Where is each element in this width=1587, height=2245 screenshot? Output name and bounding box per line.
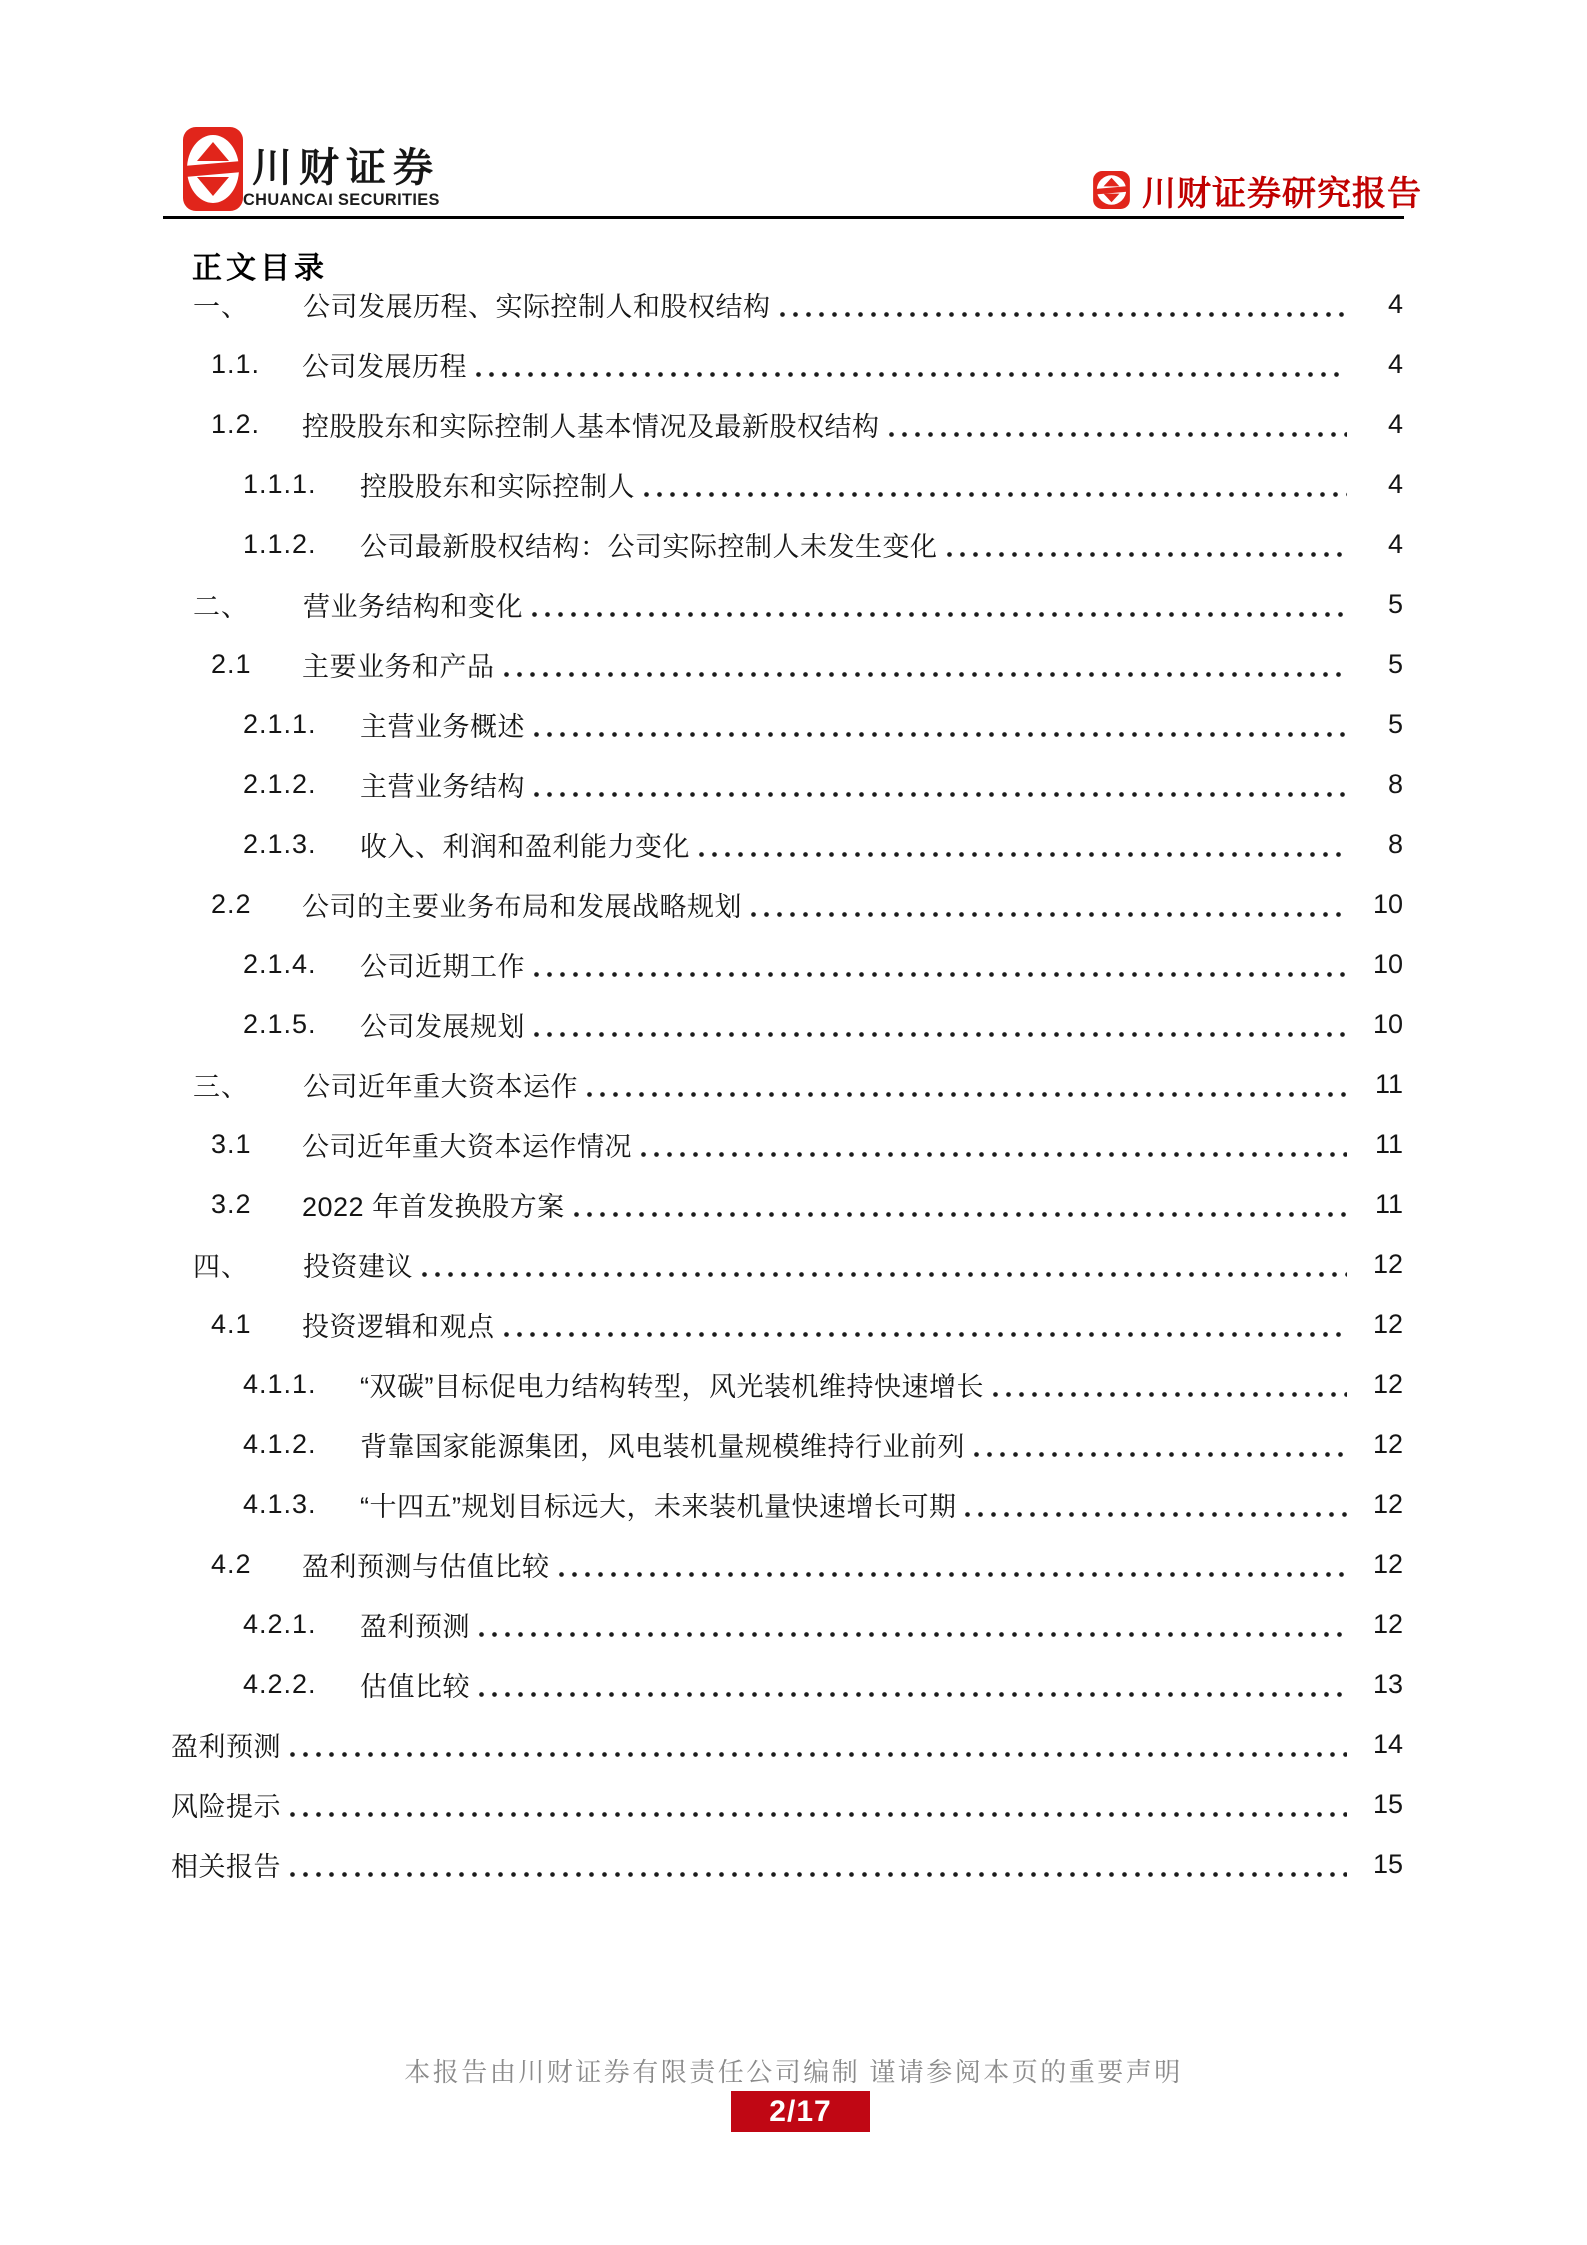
toc-entry-page: 13: [1372, 1668, 1403, 1699]
toc-entry-number: 2.1.5.: [243, 1008, 317, 1039]
toc-entry-number: 2.2: [211, 888, 252, 919]
toc-entry[interactable]: [165, 1054, 1405, 1114]
toc-entry-number: 1.2.: [211, 408, 261, 439]
toc-entry-number: 2.1.3.: [243, 828, 317, 859]
toc-entry-page: 5: [1387, 588, 1403, 619]
toc-entry-page: 4: [1387, 408, 1403, 439]
toc-dot-leader: [532, 612, 1347, 617]
toc-entry-page: 12: [1372, 1488, 1403, 1519]
toc-dot-leader: [504, 1332, 1348, 1337]
toc-entry-page: 12: [1372, 1428, 1403, 1459]
report-tag-label: 川财证券研究报告: [1142, 175, 1422, 213]
toc-dot-leader: [574, 1212, 1347, 1217]
toc-entry[interactable]: [165, 1654, 1405, 1714]
toc-entry[interactable]: [165, 1414, 1405, 1474]
chuancai-logo-small-icon: [1093, 171, 1130, 209]
toc-entry-page: 11: [1374, 1068, 1403, 1099]
toc-entry-title: 公司近年重大资本运作情况: [302, 1131, 632, 1162]
toc-entry-title: 估值比较: [360, 1671, 470, 1702]
toc-dot-leader: [534, 732, 1347, 737]
toc-entry[interactable]: [165, 1174, 1405, 1234]
toc-entry-title: “双碳”目标促电力结构转型，风光装机维持快速增长: [360, 1371, 984, 1402]
toc-entry-number: 2.1.1.: [243, 708, 317, 739]
report-tag-group: [1093, 170, 1422, 213]
toc-entry-page: 5: [1387, 708, 1403, 739]
toc-dot-leader: [947, 552, 1348, 557]
toc-entry[interactable]: [165, 754, 1405, 814]
toc-entry[interactable]: [165, 874, 1405, 934]
toc-entry-page: 4: [1387, 528, 1403, 559]
toc-dot-leader: [641, 1152, 1347, 1157]
toc-entry[interactable]: [165, 394, 1405, 454]
toc-entry[interactable]: [165, 514, 1405, 574]
toc-entry[interactable]: [165, 694, 1405, 754]
toc-entry[interactable]: [165, 1354, 1405, 1414]
toc-entry[interactable]: [165, 1114, 1405, 1174]
toc-entry-page: 10: [1372, 1008, 1403, 1039]
toc-list: [165, 274, 1405, 1894]
toc-entry[interactable]: [165, 334, 1405, 394]
toc-entry-title: 公司发展历程: [302, 351, 467, 382]
toc-entry-page: 15: [1372, 1848, 1403, 1879]
toc-dot-leader: [476, 372, 1347, 377]
toc-entry-number: 2.1.4.: [243, 948, 317, 979]
toc-entry-number: 4.1.1.: [243, 1368, 317, 1399]
toc-entry-page: 15: [1372, 1788, 1403, 1819]
toc-dot-leader: [479, 1692, 1347, 1697]
toc-entry-page: 4: [1387, 468, 1403, 499]
toc-entry-number: 4.2.2.: [243, 1668, 317, 1699]
toc-dot-leader: [290, 1812, 1347, 1817]
toc-entry[interactable]: [165, 994, 1405, 1054]
toc-entry-title: 主要业务和产品: [302, 651, 495, 682]
header-divider: [163, 216, 1404, 219]
toc-dot-leader: [479, 1632, 1347, 1637]
toc-entry-title: 收入、利润和盈利能力变化: [360, 831, 690, 862]
brand-subtitle: CHUANCAI SECURITIES: [243, 190, 440, 209]
toc-entry-title: 盈利预测: [171, 1731, 281, 1762]
toc-entry[interactable]: [165, 934, 1405, 994]
toc-entry[interactable]: [165, 274, 1405, 334]
toc-dot-leader: [974, 1452, 1347, 1457]
toc-entry-title: 公司近期工作: [360, 951, 525, 982]
toc-dot-leader: [751, 912, 1347, 917]
toc-entry[interactable]: [165, 1594, 1405, 1654]
toc-entry-title: 主营业务概述: [360, 711, 525, 742]
toc-entry[interactable]: [165, 814, 1405, 874]
toc-entry-page: 10: [1372, 948, 1403, 979]
toc-entry-page: 11: [1374, 1128, 1403, 1159]
toc-entry-page: 10: [1372, 888, 1403, 919]
toc-entry-title: 控股股东和实际控制人基本情况及最新股权结构: [302, 411, 880, 442]
toc-entry-title: 盈利预测与估值比较: [302, 1551, 550, 1582]
toc-dot-leader: [534, 792, 1347, 797]
toc-dot-leader: [504, 672, 1348, 677]
toc-dot-leader: [534, 972, 1347, 977]
toc-entry-title: 控股股东和实际控制人: [360, 471, 635, 502]
toc-entry-page: 12: [1372, 1368, 1403, 1399]
toc-entry-title: 投资建议: [303, 1251, 413, 1282]
toc-entry-number: 4.2: [211, 1548, 252, 1579]
toc-dot-leader: [993, 1392, 1347, 1397]
toc-entry[interactable]: [165, 1534, 1405, 1594]
toc-entry-title: 公司最新股权结构：公司实际控制人未发生变化: [360, 531, 938, 562]
toc-entry-number: 2.1: [211, 648, 252, 679]
toc-entry-number: 4.1.2.: [243, 1428, 317, 1459]
toc-dot-leader: [534, 1032, 1347, 1037]
toc-entry-title: 相关报告: [171, 1851, 281, 1882]
toc-entry-page: 12: [1372, 1308, 1403, 1339]
toc-entry-number: 1.1.: [211, 348, 261, 379]
toc-entry-number: 三、: [193, 1071, 249, 1102]
toc-entry-title: “十四五”规划目标远大，未来装机量快速增长可期: [360, 1491, 957, 1522]
toc-dot-leader: [699, 852, 1347, 857]
toc-entry-page: 4: [1387, 348, 1403, 379]
toc-entry[interactable]: [165, 1294, 1405, 1354]
toc-entry-number: 1.1.1.: [243, 468, 317, 499]
toc-dot-leader: [965, 1512, 1347, 1517]
toc-entry-title: 公司发展规划: [360, 1011, 525, 1042]
toc-entry-number: 4.1: [211, 1308, 252, 1339]
toc-entry-number: 四、: [193, 1251, 249, 1282]
toc-dot-leader: [290, 1752, 1347, 1757]
toc-entry-title: 主营业务结构: [360, 771, 525, 802]
toc-entry-page: 5: [1387, 648, 1403, 679]
toc-entry-number: 4.2.1.: [243, 1608, 317, 1639]
toc-entry[interactable]: [165, 1714, 1405, 1774]
toc-entry-title: 投资逻辑和观点: [302, 1311, 495, 1342]
toc-dot-leader: [290, 1872, 1347, 1877]
toc-entry-number: 4.1.3.: [243, 1488, 317, 1519]
toc-dot-leader: [422, 1272, 1347, 1277]
toc-entry[interactable]: [165, 454, 1405, 514]
toc-entry-page: 11: [1374, 1188, 1403, 1219]
toc-entry-title: 营业务结构和变化: [303, 591, 523, 622]
toc-entry-title: 公司近年重大资本运作: [303, 1071, 578, 1102]
toc-entry-page: 14: [1372, 1728, 1403, 1759]
toc-entry-number: 二、: [193, 591, 249, 622]
toc-entry-number: 2.1.2.: [243, 768, 317, 799]
chuancai-logo-icon: [183, 127, 243, 211]
toc-entry-number: 3.1: [211, 1128, 252, 1159]
toc-dot-leader: [780, 312, 1348, 317]
toc-entry[interactable]: [165, 634, 1405, 694]
toc-entry-title: 公司发展历程、实际控制人和股权结构: [303, 291, 771, 322]
toc-entry-number: 1.1.2.: [243, 528, 317, 559]
toc-entry[interactable]: [165, 1474, 1405, 1534]
toc-entry-title: 风险提示: [171, 1791, 281, 1822]
toc-entry[interactable]: [165, 574, 1405, 634]
page-number-badge: 2/17: [731, 2091, 870, 2132]
toc-entry-title: 盈利预测: [360, 1611, 470, 1642]
toc-entry[interactable]: [165, 1774, 1405, 1834]
toc-dot-leader: [559, 1572, 1348, 1577]
toc-entry-page: 8: [1387, 828, 1403, 859]
toc-entry-page: 12: [1372, 1608, 1403, 1639]
toc-dot-leader: [587, 1092, 1347, 1097]
toc-entry-title: 公司的主要业务布局和发展战略规划: [302, 891, 742, 922]
toc-entry-page: 4: [1387, 288, 1403, 319]
toc-entry[interactable]: [165, 1234, 1405, 1294]
toc-entry-title: 背靠国家能源集团，风电装机量规模维持行业前列: [360, 1431, 965, 1462]
toc-entry[interactable]: [165, 1834, 1405, 1894]
toc-entry-number: 3.2: [211, 1188, 252, 1219]
brand-name: 川财证券: [252, 145, 440, 190]
toc-title: 正文目录: [192, 252, 328, 285]
toc-entry-page: 12: [1372, 1248, 1403, 1279]
toc-entry-title: 2022 年首发换股方案: [302, 1191, 565, 1222]
toc-dot-leader: [644, 492, 1347, 497]
toc-entry-page: 8: [1387, 768, 1403, 799]
toc-entry-number: 一、: [193, 291, 249, 322]
footer-disclaimer: 本报告由川财证券有限责任公司编制 谨请参阅本页的重要声明: [404, 2058, 1183, 2087]
toc-dot-leader: [889, 432, 1348, 437]
toc-entry-page: 12: [1372, 1548, 1403, 1579]
